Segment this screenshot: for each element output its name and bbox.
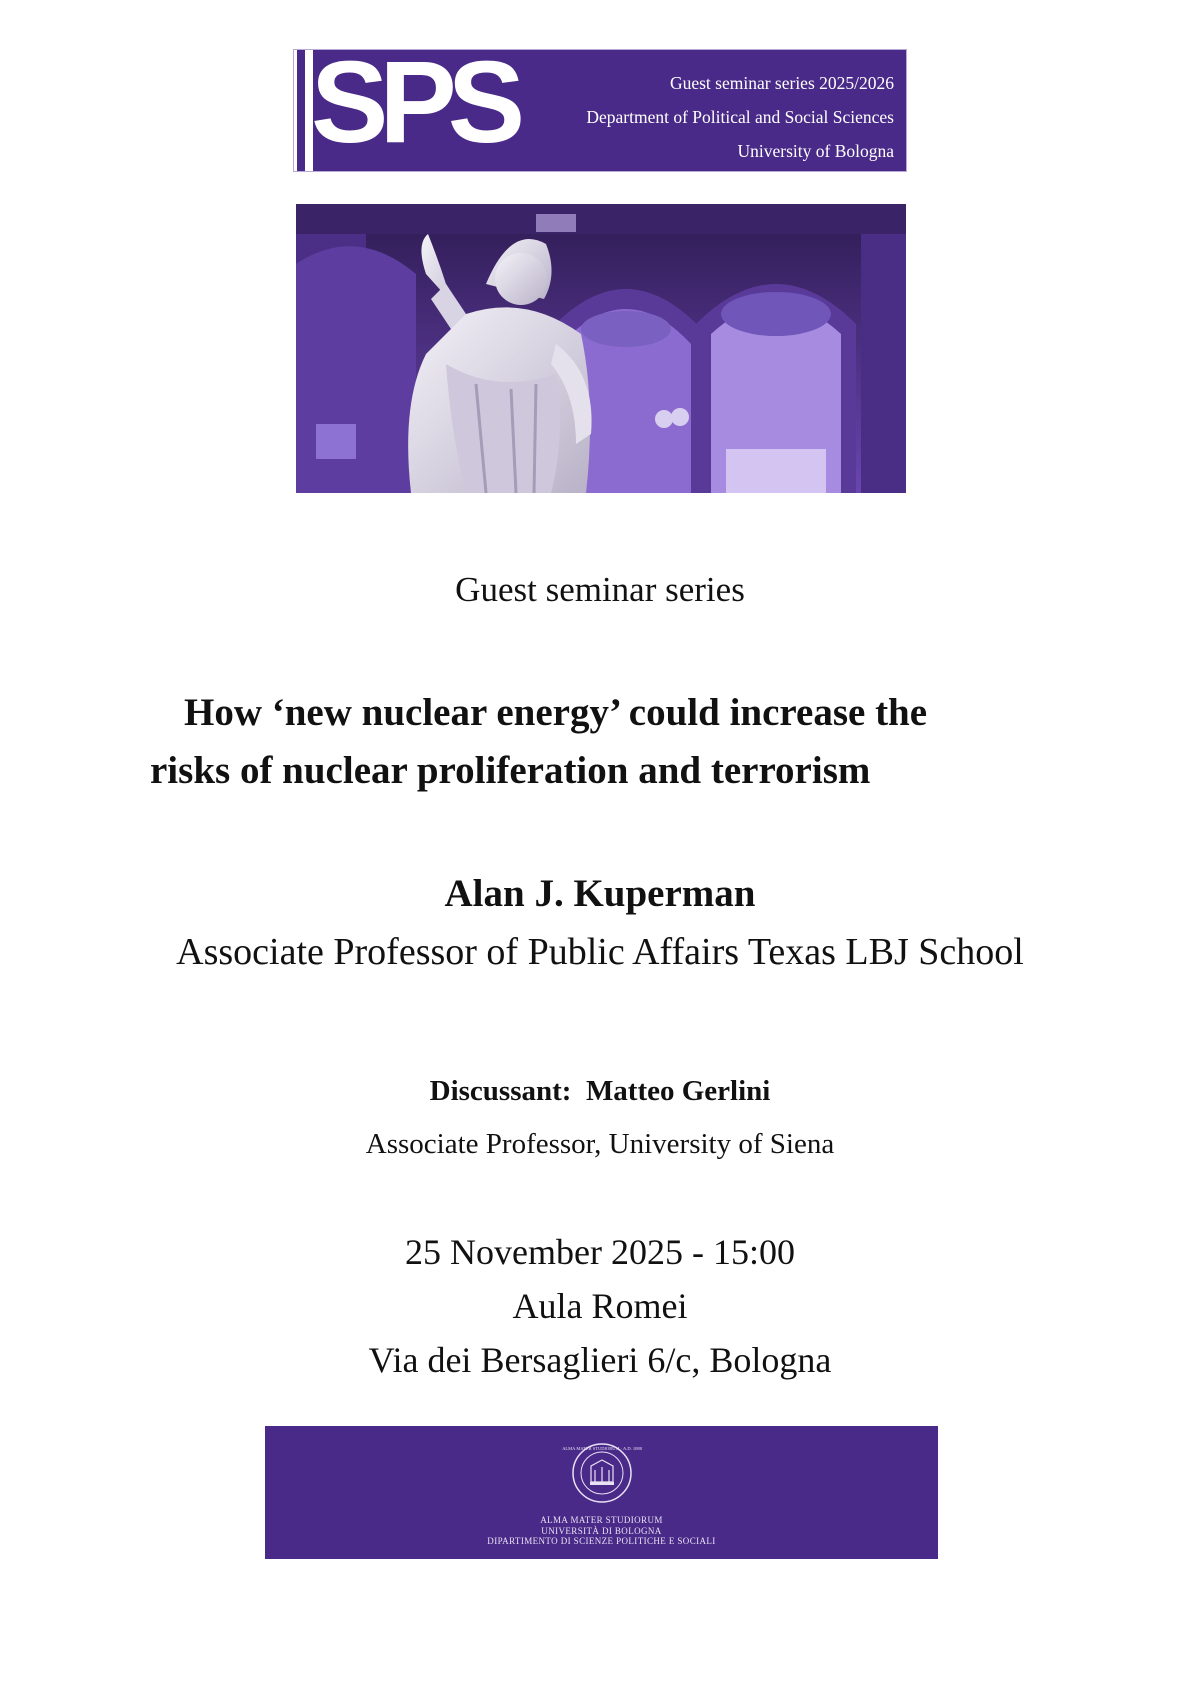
footer-line-1: ALMA MATER STUDIORUM	[540, 1515, 663, 1525]
event-address: Via dei Bersaglieri 6/c, Bologna	[368, 1340, 832, 1380]
university-seal-icon	[562, 1442, 642, 1504]
statue-image-icon	[296, 204, 906, 493]
series-label: Guest seminar series	[455, 570, 745, 609]
footer-text	[265, 1515, 938, 1547]
discussant	[0, 1072, 1200, 1110]
event-room: Aula Romei	[512, 1286, 688, 1326]
discussant-label: Discussant:	[429, 1075, 572, 1107]
footer-banner	[265, 1426, 938, 1559]
discussant-role: Associate Professor, University of Siena	[365, 1128, 835, 1160]
header-university: University of Bologna	[737, 141, 894, 161]
talk-title	[150, 684, 1070, 800]
header-banner	[294, 37, 906, 171]
footer-line-3: DIPARTIMENTO DI SCIENZE POLITICHE E SOCIALI	[487, 1536, 716, 1546]
event-date-time: 25 November 2025 - 15:00	[405, 1232, 795, 1272]
header-text	[586, 66, 894, 168]
statue-photo	[296, 204, 906, 493]
talk-title-line-2: risks of nuclear proliferation and terrorism	[150, 749, 871, 792]
sps-logo: SPS	[311, 37, 517, 167]
speaker-role: Associate Professor of Public Affairs Texas LBJ School	[176, 931, 1024, 973]
seal-text: ALMA MATER STUDIORUM · A.D. 1088	[562, 1446, 642, 1451]
header-series: Guest seminar series 2025/2026	[669, 73, 894, 93]
speaker-name: Alan J. Kuperman	[444, 872, 756, 915]
talk-title-line-1: How ‘new nuclear energy’ could increase the	[184, 691, 928, 734]
discussant-name: Matteo Gerlini	[585, 1075, 771, 1107]
header-department: Department of Political and Social Sciences	[586, 107, 894, 127]
footer-line-2: UNIVERSITÀ DI BOLOGNA	[541, 1525, 662, 1536]
